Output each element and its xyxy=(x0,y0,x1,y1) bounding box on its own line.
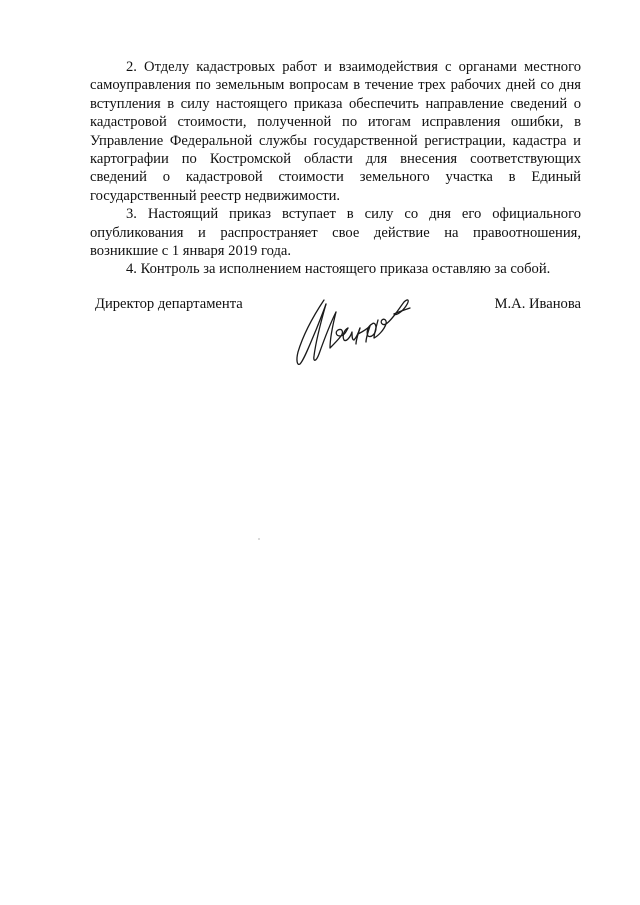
paragraph-3: 3. Настоящий приказ вступает в силу со дня его официального опубликования и распространяет свое действие на правоотношения, возникшие с 1 января 2019 года. xyxy=(90,206,581,260)
scan-speck xyxy=(258,538,260,540)
paragraph-4: 4. Контроль за исполнением настоящего приказа оставляю за собой. xyxy=(126,261,551,278)
document-body xyxy=(90,58,581,279)
signatory-name: М.А. Иванова xyxy=(494,296,581,312)
paragraph-2: 2. Отделу кадастровых работ и взаимодействия с органами местного самоуправления по земельным вопросам в течение трех рабочих дней со дня вступления в силу настоящего приказа обеспечить направление сведений о кадастровой стоимости, полученной по итогам исправления ошибки, в Управление Федеральной службы государственной регистрации, кадастра и картографии по Костромской области для внесения соответствующих сведений о кадастровой стоимости земельного участка в Единый государственный реестр недвижимости. xyxy=(90,59,581,204)
signatory-position: Директор департамента xyxy=(95,296,243,312)
handwritten-signature xyxy=(286,290,426,372)
